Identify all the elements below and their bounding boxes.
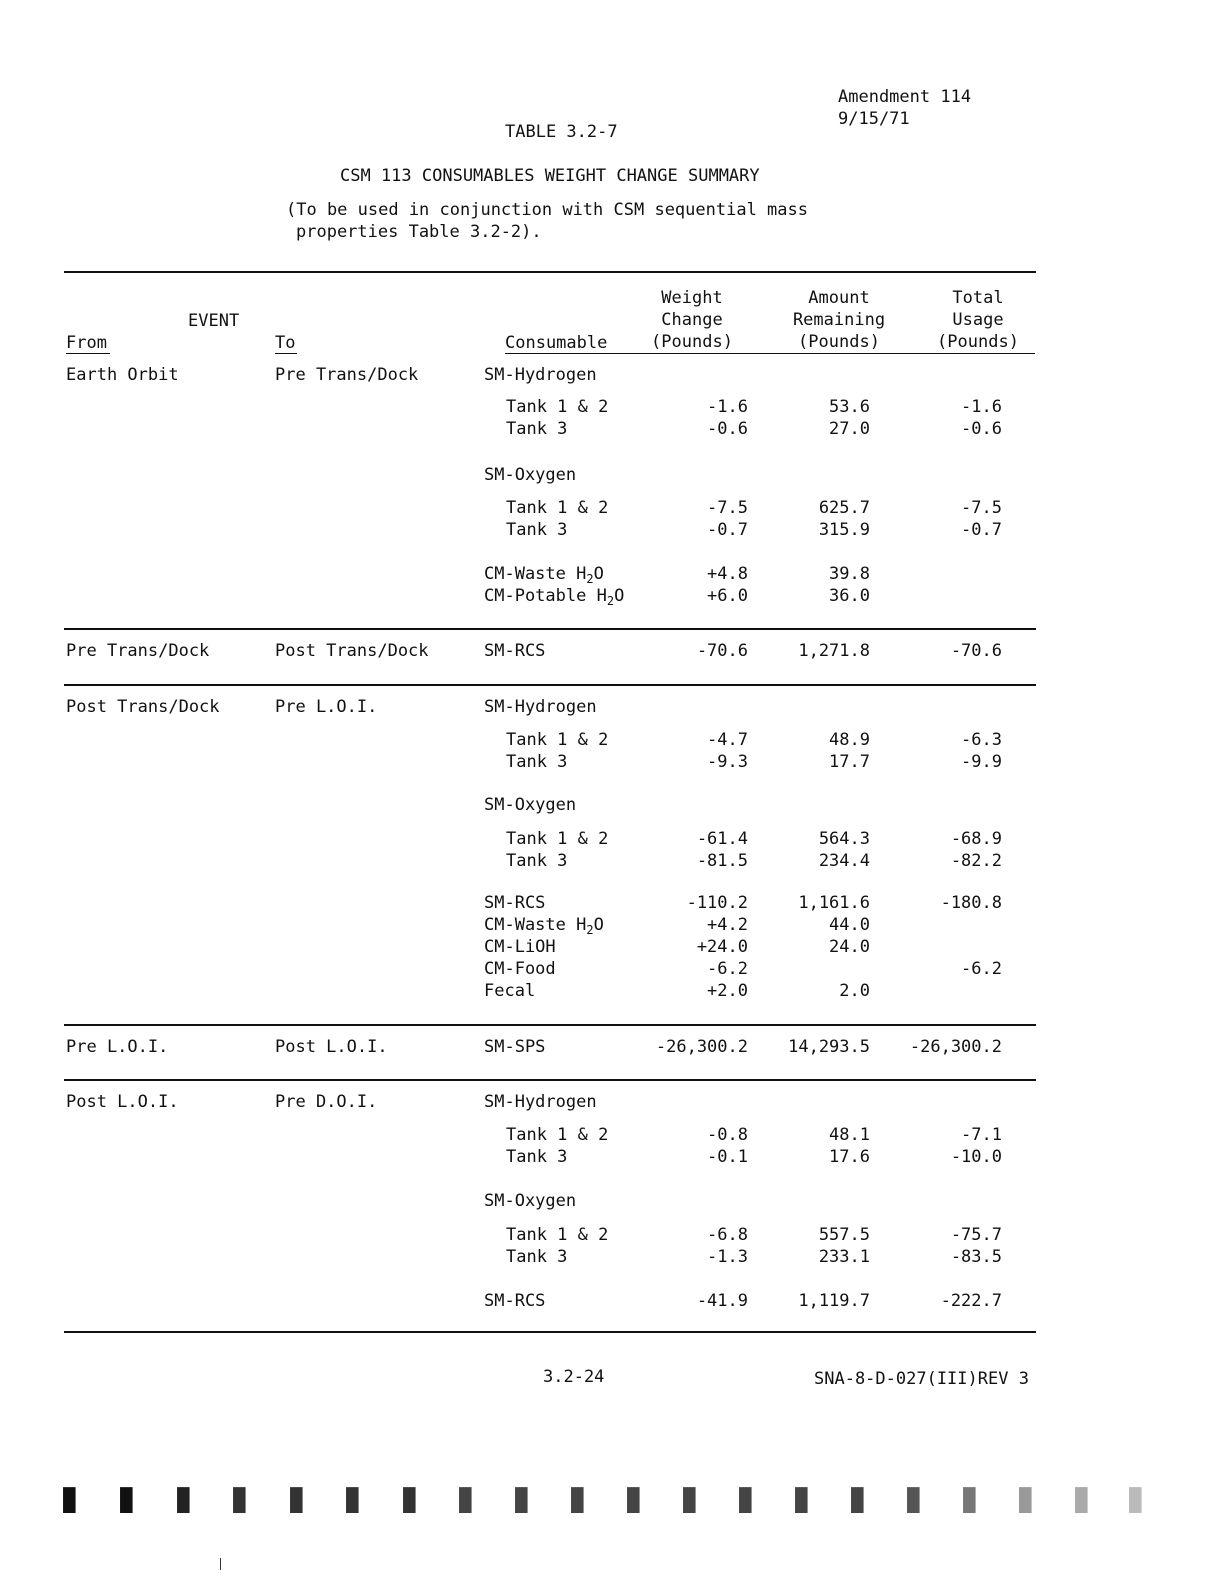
section-rule (64, 628, 1036, 630)
row-weight-change: -1.6 (707, 397, 748, 417)
section-rule (64, 1079, 1036, 1081)
row-to: Post L.O.I. (275, 1037, 388, 1057)
row-consumable: CM-Food (484, 959, 556, 979)
row-weight-change: -0.8 (707, 1125, 748, 1145)
row-consumable: CM-LiOH (484, 937, 556, 957)
section-rule (64, 1024, 1036, 1026)
film-mark: ▮ (60, 1478, 79, 1518)
consumable-underline (505, 353, 1035, 354)
film-mark: ▮ (736, 1478, 755, 1518)
row-total-usage: -9.9 (961, 752, 1002, 772)
row-amount-remaining: 234.4 (818, 851, 870, 871)
row-total-usage: -75.7 (950, 1225, 1002, 1245)
row-weight-change: -41.9 (696, 1291, 748, 1311)
row-total-usage: -0.6 (961, 419, 1002, 439)
row-amount-remaining: 24.0 (829, 937, 870, 957)
film-mark: ▮ (1016, 1478, 1035, 1518)
col-header-remaining-line3: (Pounds) (798, 332, 880, 352)
row-weight-change: -26,300.2 (655, 1037, 748, 1057)
row-weight-change: +4.8 (707, 564, 748, 584)
film-mark: ▮ (287, 1478, 306, 1518)
row-weight-change: +2.0 (707, 981, 748, 1001)
col-header-weight-line2: Change (661, 310, 723, 330)
row-amount-remaining: 564.3 (818, 829, 870, 849)
row-total-usage: -82.2 (950, 851, 1002, 871)
row-total-usage: -0.7 (961, 520, 1002, 540)
amendment-label: Amendment 114 (838, 87, 972, 107)
row-consumable: Tank 1 & 2 (506, 1125, 609, 1145)
row-weight-change: -61.4 (696, 829, 748, 849)
row-consumable: Tank 3 (506, 419, 568, 439)
row-consumable: SM-RCS (484, 641, 546, 661)
row-consumable: Tank 1 & 2 (506, 829, 609, 849)
col-header-total-line1: Total (952, 288, 1004, 308)
film-mark: ▮ (512, 1478, 531, 1518)
row-consumable: CM-Waste $H_2O$ (484, 564, 604, 586)
row-amount-remaining: 14,293.5 (788, 1037, 870, 1057)
row-consumable: Fecal (484, 981, 536, 1001)
row-consumable: SM-Hydrogen (484, 697, 597, 717)
film-mark: ▮ (904, 1478, 923, 1518)
col-header-weight-line1: Weight (661, 288, 723, 308)
col-header-to: To (275, 333, 296, 353)
to-underline (275, 353, 297, 354)
row-weight-change: +24.0 (696, 937, 748, 957)
film-mark: ▮ (343, 1478, 362, 1518)
row-amount-remaining: 625.7 (818, 498, 870, 518)
row-weight-change: +4.2 (707, 915, 748, 935)
document-id: SNA-8-D-027(III)REV 3 (814, 1369, 1029, 1389)
row-from: Pre Trans/Dock (66, 641, 210, 661)
row-total-usage: -180.8 (940, 893, 1002, 913)
row-amount-remaining: 36.0 (829, 586, 870, 606)
row-weight-change: -110.2 (686, 893, 748, 913)
amendment-date: 9/15/71 (838, 109, 910, 129)
film-mark: ▮ (174, 1478, 193, 1518)
row-to: Pre L.O.I. (275, 697, 378, 717)
section-rule (64, 684, 1036, 686)
row-consumable: Tank 3 (506, 752, 568, 772)
row-weight-change: -4.7 (707, 730, 748, 750)
row-consumable: Tank 3 (506, 851, 568, 871)
table-title: CSM 113 CONSUMABLES WEIGHT CHANGE SUMMARY (340, 166, 760, 186)
col-header-remaining-line2: Remaining (792, 310, 886, 330)
row-consumable: CM-Potable $H_2O$ (484, 586, 625, 608)
row-from: Post Trans/Dock (66, 697, 220, 717)
row-amount-remaining: 17.6 (829, 1147, 870, 1167)
row-weight-change: -6.2 (707, 959, 748, 979)
row-amount-remaining: 48.9 (829, 730, 870, 750)
row-consumable: Tank 3 (506, 520, 568, 540)
row-consumable: SM-SPS (484, 1037, 546, 1057)
row-weight-change: -70.6 (696, 641, 748, 661)
row-consumable: Tank 1 & 2 (506, 498, 609, 518)
from-underline (66, 353, 110, 354)
row-amount-remaining: 557.5 (818, 1225, 870, 1245)
row-consumable: Tank 3 (506, 1247, 568, 1267)
row-from: Post L.O.I. (66, 1092, 179, 1112)
table-note-line2: properties Table 3.2-2). (296, 222, 542, 242)
row-consumable: SM-RCS (484, 893, 546, 913)
row-total-usage: -68.9 (950, 829, 1002, 849)
col-header-remaining-line1: Amount (808, 288, 870, 308)
film-mark: ▮ (117, 1478, 136, 1518)
row-consumable: SM-RCS (484, 1291, 546, 1311)
table-note-line1: (To be used in conjunction with CSM sequential mass (286, 200, 808, 220)
film-mark: ▮ (230, 1478, 249, 1518)
row-to: Post Trans/Dock (275, 641, 429, 661)
row-weight-change: +6.0 (707, 586, 748, 606)
col-header-weight-line3: (Pounds) (651, 332, 733, 352)
row-total-usage: -70.6 (950, 641, 1002, 661)
row-weight-change: -0.7 (707, 520, 748, 540)
row-weight-change: -1.3 (707, 1247, 748, 1267)
row-weight-change: -7.5 (707, 498, 748, 518)
row-consumable: Tank 1 & 2 (506, 397, 609, 417)
row-to: Pre D.O.I. (275, 1092, 378, 1112)
film-mark: ▮ (848, 1478, 867, 1518)
film-mark: ▮ (680, 1478, 699, 1518)
row-consumable: SM-Hydrogen (484, 1092, 597, 1112)
row-amount-remaining: 233.1 (818, 1247, 870, 1267)
film-mark: ▮ (1126, 1478, 1145, 1518)
row-weight-change: -81.5 (696, 851, 748, 871)
row-total-usage: -222.7 (940, 1291, 1002, 1311)
row-from: Pre L.O.I. (66, 1037, 169, 1057)
row-amount-remaining: 1,271.8 (798, 641, 870, 661)
col-header-total-line3: (Pounds) (937, 332, 1019, 352)
row-amount-remaining: 1,119.7 (798, 1291, 870, 1311)
film-mark: ▮ (568, 1478, 587, 1518)
row-amount-remaining: 17.7 (829, 752, 870, 772)
row-total-usage: -26,300.2 (909, 1037, 1002, 1057)
table-number: TABLE 3.2-7 (505, 122, 618, 142)
row-total-usage: -6.2 (961, 959, 1002, 979)
row-amount-remaining: 53.6 (829, 397, 870, 417)
row-consumable: SM-Oxygen (484, 465, 577, 485)
row-total-usage: -10.0 (950, 1147, 1002, 1167)
film-mark: ▮ (456, 1478, 475, 1518)
row-consumable: SM-Oxygen (484, 1191, 577, 1211)
row-weight-change: -0.6 (707, 419, 748, 439)
row-total-usage: -1.6 (961, 397, 1002, 417)
film-mark: ▮ (1072, 1478, 1091, 1518)
film-frame-marks (60, 1478, 1160, 1518)
film-mark: ▮ (960, 1478, 979, 1518)
row-consumable: SM-Oxygen (484, 795, 577, 815)
row-total-usage: -7.1 (961, 1125, 1002, 1145)
col-header-event: EVENT (188, 311, 240, 331)
table-bottom-rule (64, 1331, 1036, 1333)
film-mark: ▮ (624, 1478, 643, 1518)
film-mark: ▮ (400, 1478, 419, 1518)
row-consumable: Tank 3 (506, 1147, 568, 1167)
row-to: Pre Trans/Dock (275, 365, 419, 385)
row-amount-remaining: 48.1 (829, 1125, 870, 1145)
row-amount-remaining: 315.9 (818, 520, 870, 540)
row-amount-remaining: 1,161.6 (798, 893, 870, 913)
row-consumable: Tank 1 & 2 (506, 730, 609, 750)
row-total-usage: -7.5 (961, 498, 1002, 518)
row-from: Earth Orbit (66, 365, 179, 385)
row-consumable: CM-Waste $H_2O$ (484, 915, 604, 937)
row-amount-remaining: 27.0 (829, 419, 870, 439)
row-total-usage: -83.5 (950, 1247, 1002, 1267)
row-amount-remaining: 39.8 (829, 564, 870, 584)
row-weight-change: -6.8 (707, 1225, 748, 1245)
row-consumable: SM-Hydrogen (484, 365, 597, 385)
row-weight-change: -9.3 (707, 752, 748, 772)
page-number: 3.2-24 (543, 1367, 605, 1387)
row-amount-remaining: 2.0 (839, 981, 870, 1001)
row-weight-change: -0.1 (707, 1147, 748, 1167)
row-consumable: Tank 1 & 2 (506, 1225, 609, 1245)
film-mark: ▮ (792, 1478, 811, 1518)
col-header-total-line2: Usage (952, 310, 1004, 330)
row-total-usage: -6.3 (961, 730, 1002, 750)
film-tick (220, 1558, 221, 1570)
col-header-consumable: Consumable (505, 333, 608, 353)
col-header-from: From (66, 333, 107, 353)
table-top-rule (64, 271, 1036, 273)
row-amount-remaining: 44.0 (829, 915, 870, 935)
